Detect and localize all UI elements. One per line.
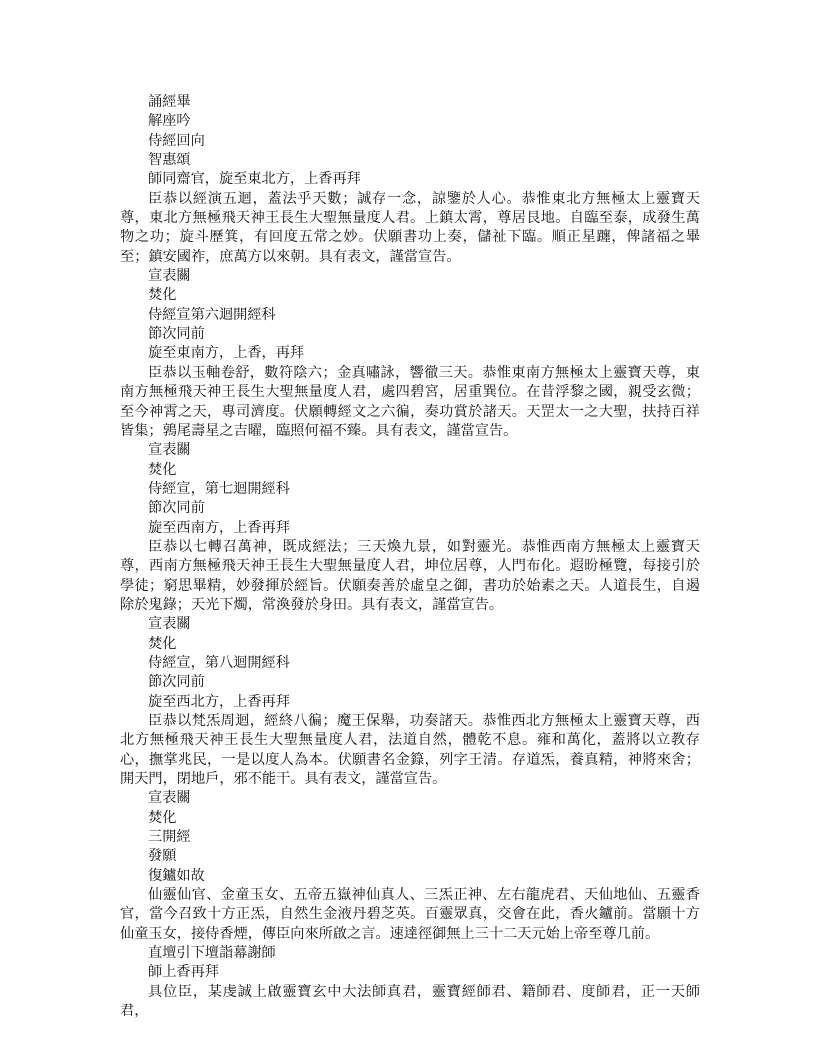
text-line: 旋至西北方，上香再拜: [148, 693, 290, 710]
text-line: 焚化: [148, 635, 177, 652]
text-line: 宣表關: [148, 442, 191, 459]
text-line: 焚化: [148, 287, 177, 304]
text-line: 智惠頌: [148, 152, 191, 169]
text-line: 復鑪如故: [148, 867, 205, 884]
text-paragraph: 具位臣，某虔誠上啟靈寶玄中大法師真君，靈寶經師君、籍師君、度師君，正一天師君，: [120, 983, 700, 1020]
text-paragraph: 臣恭以經演五迴，蓋法乎天數；誠存一念，諒鑒於人心。恭惟東北方無極太上靈寶天尊，東北方無極飛天神王長生大聖無量度人君。上鎮太霄，尊居艮地。自臨至泰，成發生萬物之功；旋斗歷箕，有回度五常之妙。伏願書功上奏，儲祉下臨。順正星躔，俾諸福之畢至；鎮安國祚，庶萬方以來朝。具有表文，謹當宣告。: [120, 190, 700, 265]
text-line: 直壇引下壇詣幕謝師: [148, 945, 276, 962]
text-line: 三開經: [148, 829, 191, 846]
text-line: 侍經宣第六迴開經科: [148, 306, 276, 323]
text-paragraph: 仙靈仙官、金童玉女、五帝五嶽神仙真人、三炁正神、左右龍虎君、天仙地仙、五靈香官，當今召致十方正炁，自然生金液丹碧芝英。百靈眾真，交會在此，香火鑪前。當願十方仙童玉女，接侍香煙，傳臣向來所啟之言。速達徑御無上三十二天元始上帝至尊几前。: [120, 887, 700, 942]
text-line: 宣表關: [148, 616, 191, 633]
text-line: 師同齋官，旋至東北方，上香再拜: [148, 171, 361, 188]
text-line: 節次同前: [148, 500, 205, 517]
text-paragraph: 臣恭以玉軸卷舒，數符陰六；金真嘯詠，響徹三天。恭惟東南方無極太上靈寶天尊，東南方無極飛天神王長生大聖無量度人君，處四碧宮，居重巽位。在昔浮黎之國，親受玄微；至今神霄之天，專司濟度。伏願轉經文之六徧，奏功賞於諸天。天罡太一之大聖，扶持百祥皆集；鶉尾壽星之吉曜，臨照何福不臻。具有表文，謹當宣告。: [120, 364, 700, 439]
text-line: 焚化: [148, 809, 177, 826]
text-line: 旋至西南方，上香再拜: [148, 519, 290, 536]
text-line: 誦經畢: [148, 94, 191, 110]
text-line: 節次同前: [148, 674, 205, 691]
text-line: 解座吟: [148, 113, 191, 130]
document-page: [120, 93, 700, 1022]
text-line: 節次同前: [148, 326, 205, 343]
text-line: 宣表關: [148, 790, 191, 807]
text-line: 焚化: [148, 461, 177, 478]
text-line: 侍經回向: [148, 132, 205, 149]
text-line: 侍經宣，第八迴開經科: [148, 654, 290, 671]
text-line: 宣表關: [148, 268, 191, 285]
text-line: 發願: [148, 848, 177, 865]
text-line: 旋至東南方，上香，再拜: [148, 345, 305, 362]
text-line: 侍經宣，第七迴開經科: [148, 480, 290, 497]
text-paragraph: 臣恭以梵炁周迴，經終八徧；魔王保舉，功奏諸天。恭惟西北方無極太上靈寶天尊，西北方無極飛天神王長生大聖無量度人君，法道自然，體乾不息。雍和萬化，蓋將以立教存心，撫掌兆民，一是以度人為本。伏願書名金籙，列字王清。存道炁，養真精，神將來舍；開天門，閉地戶，邪不能干。具有表文，謹當宣告。: [120, 713, 700, 788]
text-paragraph: 臣恭以七轉召萬神，既成經法；三天煥九景，如對靈光。恭惟西南方無極太上靈寶天尊，西南方無極飛天神王長生大聖無量度人君，坤位居尊，人門布化。遐昐極覽，每接引於學徒；窮思畢精，妙發揮於經旨。伏願奏善於虛皇之御，書功於始素之天。人道長生，自遏除於鬼錄；天光下燭，常渙發於身田。具有表文，謹當宣告。: [120, 538, 700, 613]
text-line: 師上香再拜: [148, 964, 219, 981]
